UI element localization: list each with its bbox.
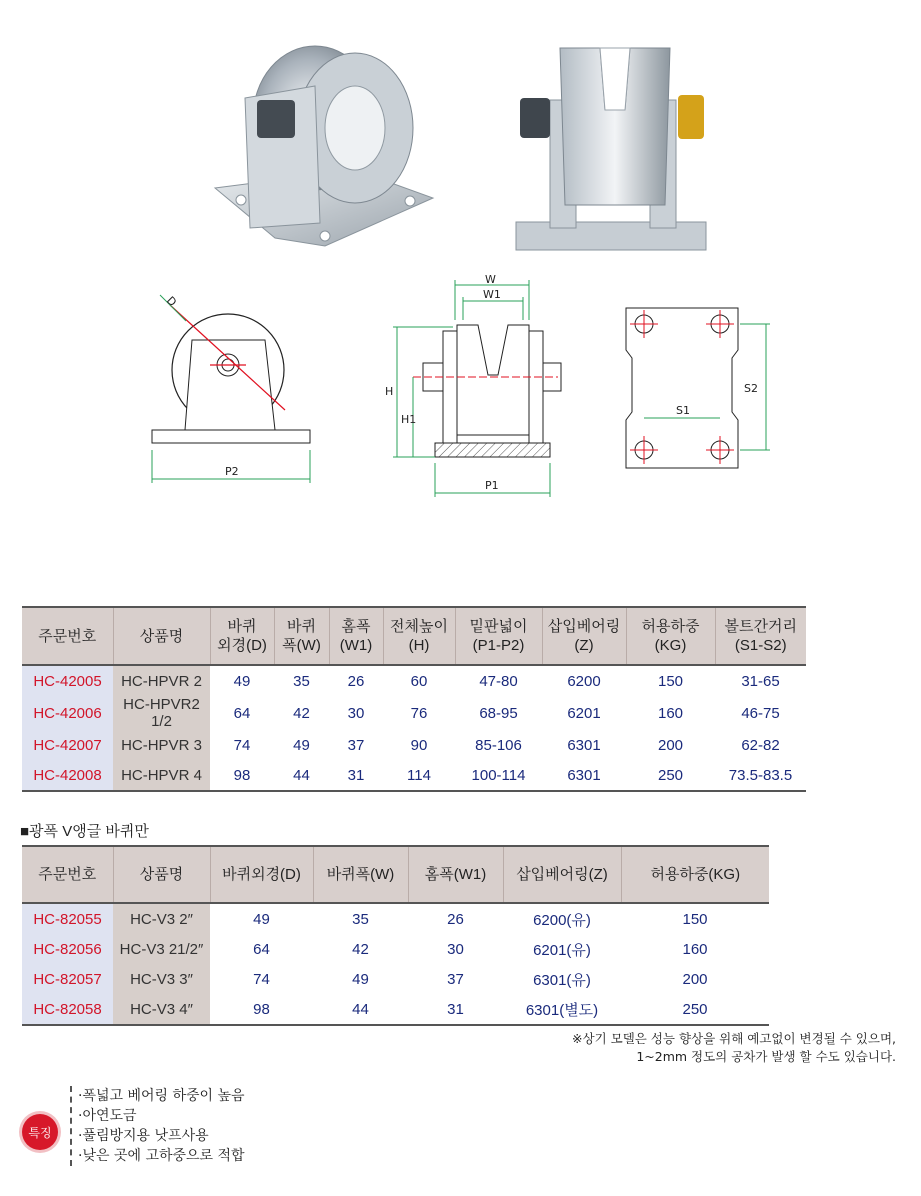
value-cell: 42: [352, 940, 369, 958]
table-row: [22, 964, 769, 994]
product-photo-side: [205, 38, 445, 253]
column-header-line: 폭(W): [282, 637, 321, 654]
value-cell: 98: [233, 766, 251, 784]
drawing-front-view: [383, 275, 563, 500]
column-header: [503, 846, 621, 903]
label-d: D: [163, 293, 180, 310]
feature-item: ·폭넓고 베어링 하중이 높음: [78, 1088, 245, 1104]
section-title: ■광폭 V앵글 바퀴만: [20, 823, 149, 840]
value-cell: 47-80: [479, 672, 518, 690]
value-cell: 26: [447, 910, 464, 928]
column-header: [715, 607, 806, 665]
value-cell: 200: [682, 970, 708, 988]
value-cell: 44: [293, 766, 310, 784]
spec-table-v3: [22, 845, 769, 1026]
feature-item: ·아연도금: [78, 1108, 137, 1124]
value-cell: 49: [293, 736, 310, 754]
column-header-line: 주문번호: [38, 866, 97, 883]
value-cell: 31: [447, 1000, 464, 1018]
value-cell: 49: [233, 672, 251, 690]
value-cell: 62-82: [741, 736, 780, 754]
label-h: H: [385, 385, 394, 398]
column-header-line: (W1): [339, 637, 373, 654]
label-w1: W1: [483, 288, 501, 301]
column-header: [313, 846, 408, 903]
product-name-cell: HC-HPVR2 1/2: [113, 696, 210, 730]
feature-list: [70, 1086, 245, 1166]
column-header-line: 볼트간거리: [724, 618, 797, 635]
column-header-line: 상품명: [139, 627, 184, 645]
column-header-line: (P1-P2): [472, 637, 525, 654]
value-cell: 150: [682, 910, 708, 928]
column-header-line: 허용하중(KG): [650, 866, 741, 883]
product-name-cell: HC-HPVR 2: [113, 665, 210, 696]
spec-table-hpvr: [22, 606, 806, 792]
column-header: [329, 607, 383, 665]
column-header: [455, 607, 542, 665]
column-header-line: (KG): [654, 637, 687, 654]
value-cell: 42: [293, 704, 310, 722]
drawing-plate-view: [620, 300, 790, 475]
value-cell: 35: [293, 672, 310, 690]
value-cell: 74: [233, 736, 251, 754]
feature-item: ·낮은 곳에 고하중으로 적합: [78, 1148, 245, 1164]
order-code-cell: HC-42005: [22, 665, 113, 696]
value-cell: 73.5-83.5: [728, 766, 793, 784]
value-cell: 64: [233, 704, 251, 722]
label-s1: S1: [676, 404, 690, 417]
value-cell: 90: [410, 736, 428, 754]
value-cell: 85-106: [475, 736, 522, 754]
label-s2: S2: [744, 382, 758, 395]
column-header-line: 바퀴: [287, 618, 316, 635]
order-code-cell: HC-82057: [22, 964, 113, 994]
column-header-line: 삽입베어링(Z): [516, 866, 608, 883]
product-name-cell: HC-HPVR 3: [113, 730, 210, 760]
value-cell: 35: [352, 910, 369, 928]
label-p2: P2: [225, 465, 239, 478]
value-cell: 68-95: [479, 704, 518, 722]
value-cell: 30: [447, 940, 464, 958]
order-code-cell: HC-42008: [22, 760, 113, 791]
column-header-line: 홈폭: [341, 618, 371, 635]
value-cell: 250: [657, 766, 684, 784]
value-cell: 6301: [567, 766, 601, 784]
column-header: [210, 607, 274, 665]
value-cell: 37: [447, 970, 464, 988]
value-cell: 46-75: [741, 704, 780, 722]
table-row: [22, 903, 769, 934]
value-cell: 150: [657, 672, 684, 690]
table-row: [22, 696, 806, 730]
column-header-line: 상품명: [139, 866, 184, 883]
table-row: [22, 730, 806, 760]
column-header-line: 허용하중: [641, 618, 700, 635]
column-header-line: 전체높이: [390, 618, 448, 635]
value-cell: 6201(유): [533, 941, 591, 959]
product-photo-front: [510, 40, 720, 255]
label-w: W: [485, 275, 496, 286]
value-cell: 100-114: [471, 766, 526, 784]
order-code-cell: HC-42006: [22, 696, 113, 730]
column-header-line: 삽입베어링: [547, 618, 621, 635]
table-row: [22, 994, 769, 1025]
value-cell: 200: [657, 736, 684, 754]
table-header-row: [22, 846, 769, 903]
column-header-line: (S1-S2): [734, 637, 787, 654]
order-code-cell: HC-82056: [22, 934, 113, 964]
column-header-line: (Z): [574, 637, 594, 654]
column-header: [542, 607, 626, 665]
value-cell: 74: [253, 970, 270, 988]
column-header-line: 바퀴외경(D): [222, 866, 301, 883]
order-code-cell: HC-82055: [22, 903, 113, 934]
notice-line: ※상기 모델은 성능 향상을 위해 예고없이 변경될 수 있으며,: [572, 1031, 896, 1046]
value-cell: 64: [253, 940, 270, 958]
table-header-row: [22, 607, 806, 665]
value-cell: 6301(별도): [525, 1001, 599, 1019]
order-code-cell: HC-42007: [22, 730, 113, 760]
column-header: [621, 846, 769, 903]
value-cell: 98: [253, 1000, 270, 1018]
column-header-line: (H): [408, 637, 430, 654]
value-cell: 76: [410, 704, 428, 722]
value-cell: 31: [347, 766, 365, 784]
value-cell: 6200: [567, 672, 601, 690]
value-cell: 160: [657, 704, 684, 722]
table-row: [22, 665, 806, 696]
column-header-line: 바퀴: [227, 618, 257, 635]
value-cell: 6200(유): [533, 911, 591, 929]
column-header: [210, 846, 313, 903]
value-cell: 37: [347, 736, 365, 754]
product-name-cell: HC-V3 21/2″: [113, 934, 210, 964]
table-row: [22, 760, 806, 791]
product-name-cell: HC-V3 4″: [113, 994, 210, 1025]
feature-item: ·풀림방지용 낫프사용: [78, 1128, 209, 1144]
notice-line: 1~2mm 정도의 공차가 발생 할 수도 있습니다.: [636, 1049, 896, 1064]
product-name-cell: HC-V3 2″: [113, 903, 210, 934]
value-cell: 250: [682, 1000, 708, 1018]
value-cell: 60: [410, 672, 428, 690]
column-header: [113, 846, 210, 903]
feature-badge: 특징: [22, 1114, 58, 1150]
column-header: [274, 607, 329, 665]
column-header: [22, 846, 113, 903]
column-header: [626, 607, 715, 665]
column-header-line: 외경(D): [217, 637, 267, 654]
order-code-cell: HC-82058: [22, 994, 113, 1025]
table-row: [22, 934, 769, 964]
notice: [572, 1030, 896, 1066]
value-cell: 26: [347, 672, 365, 690]
value-cell: 6301: [567, 736, 601, 754]
column-header: [22, 607, 113, 665]
column-header-line: 홈폭(W1): [424, 866, 487, 883]
drawing-side-view: [140, 285, 330, 490]
value-cell: 30: [347, 704, 365, 722]
column-header-line: 밑판넓이: [469, 618, 528, 635]
value-cell: 6301(유): [533, 971, 591, 989]
column-header-line: 바퀴폭(W): [326, 866, 395, 883]
value-cell: 6201: [567, 704, 601, 722]
column-header-line: 주문번호: [38, 627, 97, 645]
product-name-cell: HC-V3 3″: [113, 964, 210, 994]
column-header: [408, 846, 503, 903]
product-name-cell: HC-HPVR 4: [113, 760, 210, 791]
label-h1: H1: [401, 413, 417, 426]
value-cell: 49: [352, 970, 369, 988]
column-header: [383, 607, 455, 665]
label-p1: P1: [485, 479, 499, 492]
value-cell: 49: [253, 910, 270, 928]
value-cell: 31-65: [741, 672, 780, 690]
value-cell: 114: [407, 766, 431, 784]
value-cell: 44: [352, 1000, 369, 1018]
column-header: [113, 607, 210, 665]
value-cell: 160: [682, 940, 708, 958]
